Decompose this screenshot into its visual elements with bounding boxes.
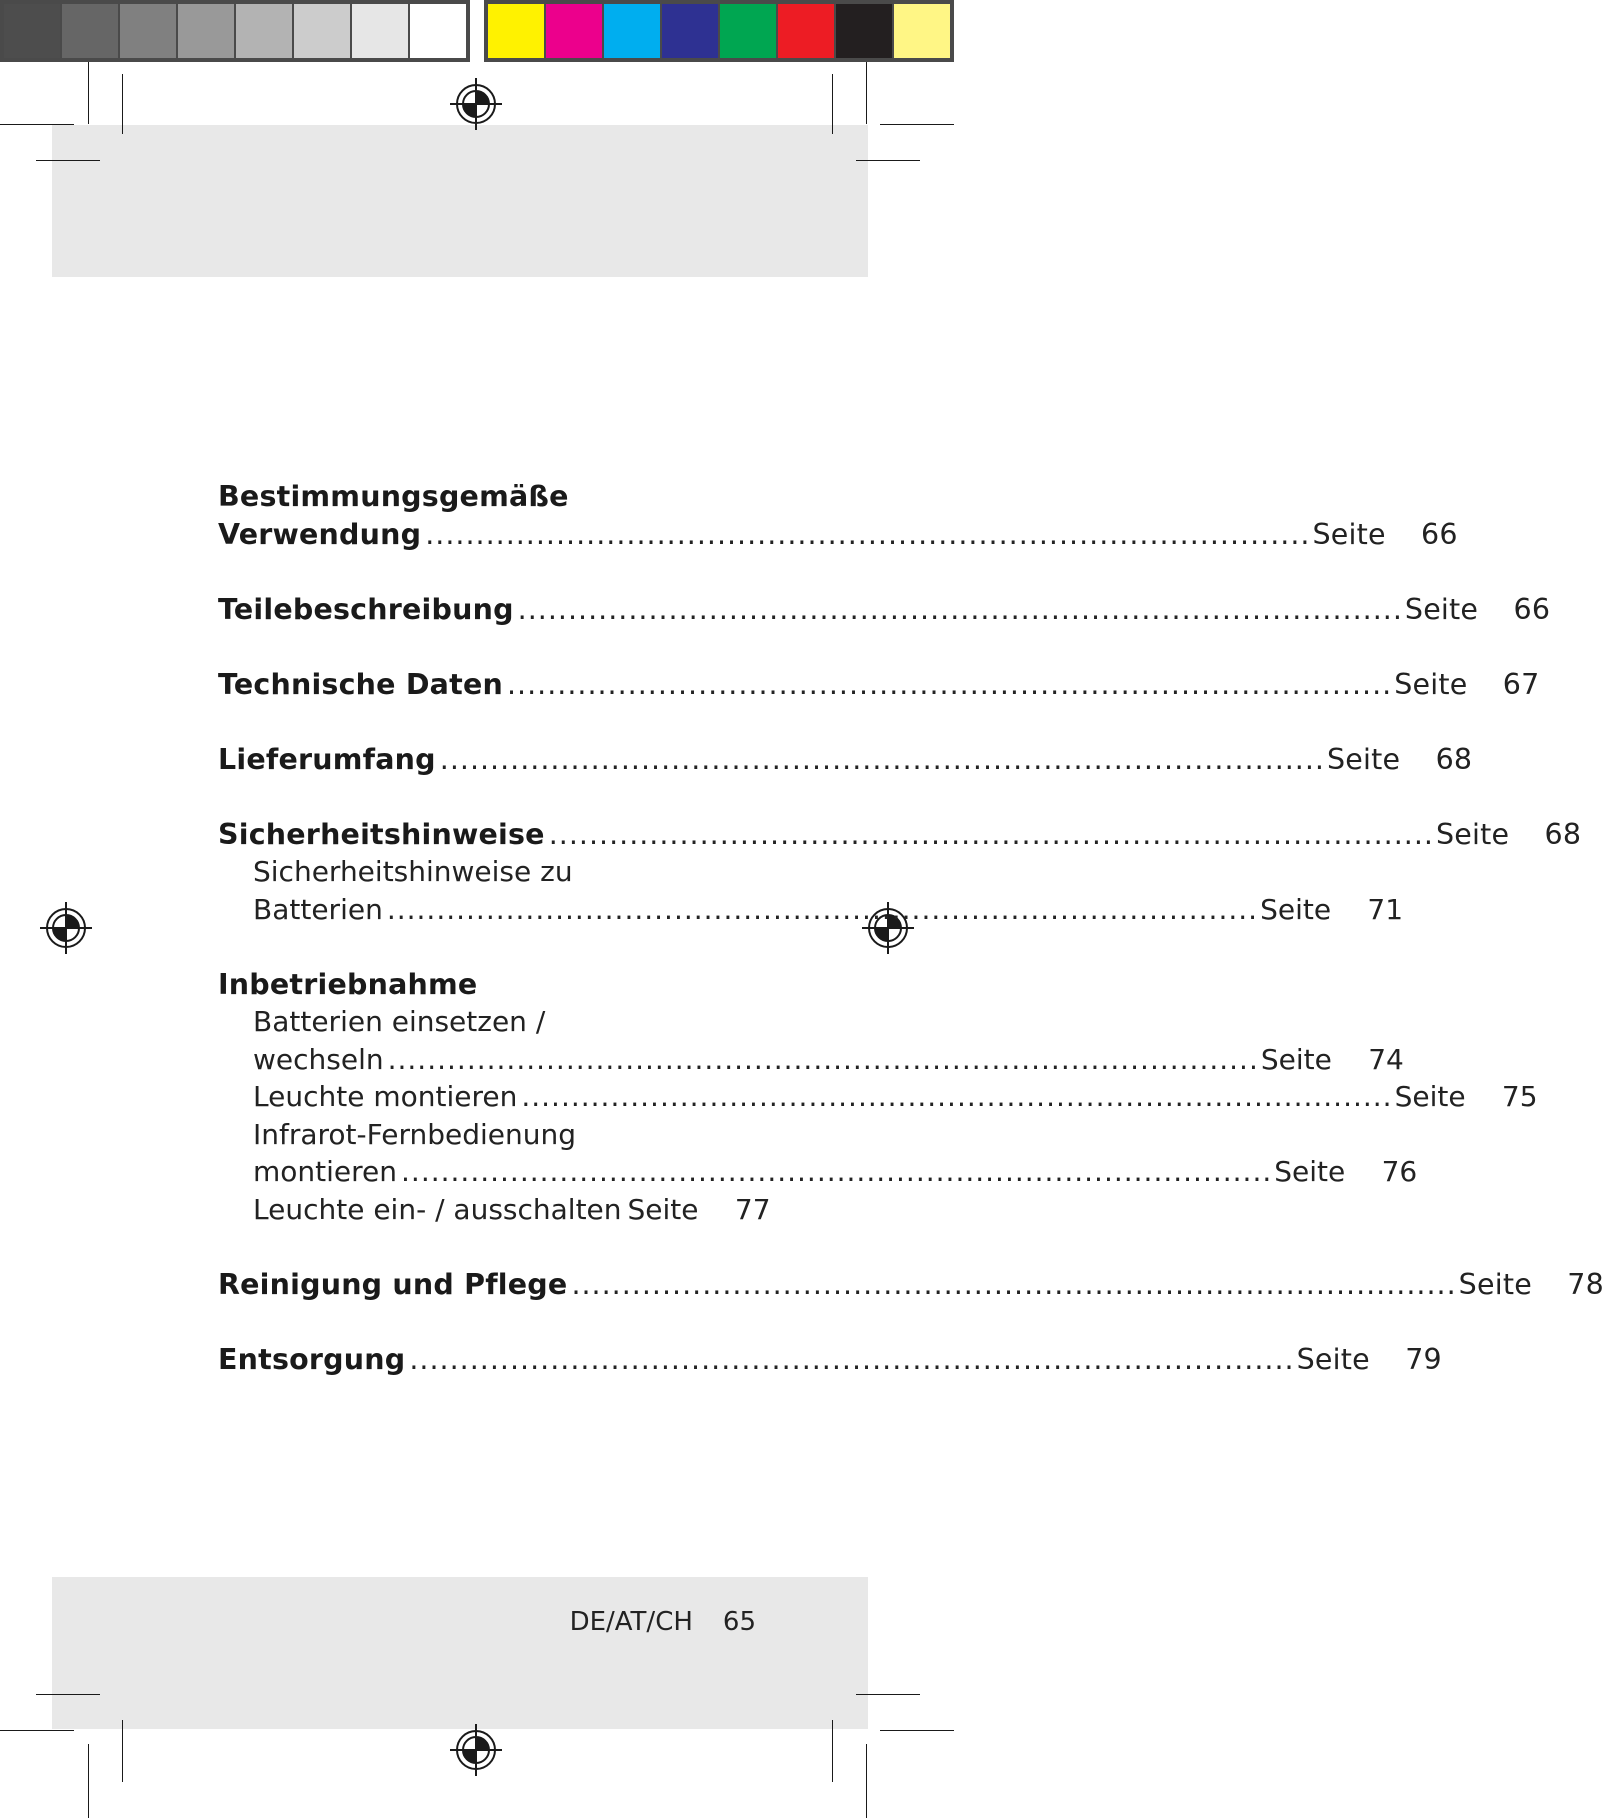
registration-mark-icon	[40, 902, 92, 954]
toc-subentry-batterien-einsetzen[interactable]	[218, 1003, 1404, 1078]
process-color-swatch-strip	[484, 0, 954, 62]
leader-dots: ........................................................................................	[401, 1155, 1273, 1188]
toc-subentry-fernbedienung[interactable]	[218, 1116, 1418, 1191]
toc-heading: Inbetriebnahme	[218, 967, 478, 1001]
toc-subentry-title-line: Batterien einsetzen /	[253, 1005, 546, 1038]
color-swatch	[488, 4, 544, 58]
toc-subentry-title: Leuchte ein- / ausschalten	[253, 1192, 622, 1226]
toc-subentry-leuchte-montieren[interactable]	[218, 1078, 1538, 1116]
crop-mark-icon	[866, 1744, 867, 1818]
toc-entry-title: Verwendung	[218, 517, 422, 551]
toc-subentry-title: montieren	[253, 1155, 398, 1188]
gray-swatch	[4, 4, 60, 58]
footer-region: DE/AT/CH	[569, 1607, 693, 1637]
page-label: Seite	[1260, 1042, 1332, 1076]
page-number: 71	[1367, 892, 1404, 926]
color-swatch	[836, 4, 892, 58]
page-label: Seite	[1394, 1080, 1466, 1113]
crop-mark-icon	[880, 124, 954, 125]
color-swatch	[720, 4, 776, 58]
toc-entry-technische-daten[interactable]	[218, 666, 1540, 704]
toc-entry-title: Entsorgung	[218, 1342, 406, 1376]
page-number: 66	[1513, 592, 1551, 626]
color-swatch	[604, 4, 660, 58]
color-swatch	[546, 4, 602, 58]
leader-dots: ........................................................................................	[521, 1080, 1393, 1113]
grayscale-swatch-strip	[0, 0, 470, 62]
leader-dots: ........................................................................................	[409, 1342, 1295, 1376]
page-label: Seite	[1458, 1267, 1532, 1301]
page-number: 67	[1502, 667, 1540, 701]
color-swatch	[662, 4, 718, 58]
crop-mark-icon	[856, 1694, 920, 1695]
gray-swatch	[120, 4, 176, 58]
toc-entry-teilebeschreibung[interactable]	[218, 591, 1551, 629]
gray-swatch	[410, 4, 466, 58]
footer-page-number: 65	[722, 1607, 756, 1637]
toc-entry-title-line: Bestimmungsgemäße	[218, 480, 569, 513]
toc-entry-sicherheitshinweise[interactable]	[218, 816, 1582, 854]
table-of-contents	[218, 478, 1604, 1378]
crop-mark-icon	[880, 1730, 954, 1731]
leader-dots: ........................................................................................	[425, 517, 1311, 551]
page-number: 68	[1435, 742, 1473, 776]
leader-dots: ........................................................................................	[439, 742, 1325, 776]
leader-dots: ........................................................................................	[387, 1042, 1259, 1076]
page-label: Seite	[1260, 892, 1332, 926]
crop-mark-icon	[36, 160, 100, 161]
toc-entry-reinigung[interactable]	[218, 1266, 1604, 1304]
page-label: Seite	[1327, 742, 1401, 776]
crop-mark-icon	[88, 1744, 89, 1818]
footer-band	[52, 1577, 868, 1729]
crop-mark-icon	[88, 62, 89, 124]
page-label: Seite	[1296, 1342, 1370, 1376]
page-number: 66	[1421, 517, 1458, 551]
page-number: 77	[734, 1192, 771, 1226]
color-swatch	[894, 4, 950, 58]
leader-dots: ........................................................................................	[506, 667, 1393, 701]
page-label: Seite	[627, 1192, 699, 1226]
registration-mark-icon	[450, 78, 502, 130]
crop-mark-icon	[832, 74, 833, 134]
toc-entry-title: Reinigung und Pflege	[218, 1267, 568, 1301]
page-number: 78	[1567, 1267, 1604, 1301]
page-number: 75	[1501, 1080, 1538, 1113]
toc-subentry-title: Batterien	[253, 892, 383, 926]
crop-mark-icon	[866, 62, 867, 124]
gray-swatch	[236, 4, 292, 58]
header-band	[52, 125, 868, 277]
page-number: 68	[1544, 817, 1582, 851]
toc-subentry-leuchte-schalten[interactable]	[218, 1191, 771, 1229]
toc-entry-title: Lieferumfang	[218, 742, 436, 776]
page-label: Seite	[1404, 592, 1479, 626]
toc-entry-lieferumfang[interactable]	[218, 741, 1473, 779]
toc-entry-entsorgung[interactable]	[218, 1341, 1442, 1379]
toc-subentry-title: Leuchte montieren	[253, 1080, 518, 1113]
toc-entry-title: Teilebeschreibung	[218, 592, 514, 626]
toc-subentry-title-line: Sicherheitshinweise zu	[253, 855, 573, 888]
page-label: Seite	[1274, 1155, 1346, 1188]
crop-mark-icon	[0, 1730, 74, 1731]
leader-dots: ........................................................................................	[571, 1267, 1457, 1301]
page-label: Seite	[1312, 517, 1386, 551]
gray-swatch	[352, 4, 408, 58]
toc-subentry-title-line: Infrarot-Fernbedienung	[253, 1117, 576, 1151]
crop-mark-icon	[832, 1720, 833, 1782]
page-number: 79	[1405, 1342, 1442, 1376]
toc-entry-verwendung[interactable]	[218, 478, 1458, 553]
crop-mark-icon	[0, 124, 74, 125]
page-label: Seite	[1435, 817, 1510, 851]
crop-mark-icon	[856, 160, 920, 161]
crop-mark-icon	[122, 74, 123, 134]
page-number: 76	[1381, 1155, 1418, 1188]
registration-mark-icon	[450, 1724, 502, 1776]
gray-swatch	[294, 4, 350, 58]
toc-subentry-batterien[interactable]	[218, 853, 1404, 928]
color-swatch	[778, 4, 834, 58]
toc-entry-title: Sicherheitshinweise	[218, 817, 545, 851]
print-color-bar	[0, 0, 954, 62]
crop-mark-icon	[36, 1694, 100, 1695]
page-number: 74	[1368, 1042, 1404, 1076]
gray-swatch	[62, 4, 118, 58]
leader-dots: ........................................................................................	[386, 892, 1259, 926]
leader-dots: ........................................................................................	[548, 817, 1434, 851]
gray-swatch	[178, 4, 234, 58]
toc-subentry-title: wechseln	[253, 1042, 384, 1076]
crop-mark-icon	[122, 1720, 123, 1782]
page-label: Seite	[1394, 667, 1468, 701]
page-footer	[560, 1607, 756, 1637]
toc-heading-inbetriebnahme	[218, 966, 758, 1004]
leader-dots: ........................................................................................	[517, 592, 1403, 626]
toc-entry-title: Technische Daten	[218, 667, 503, 701]
